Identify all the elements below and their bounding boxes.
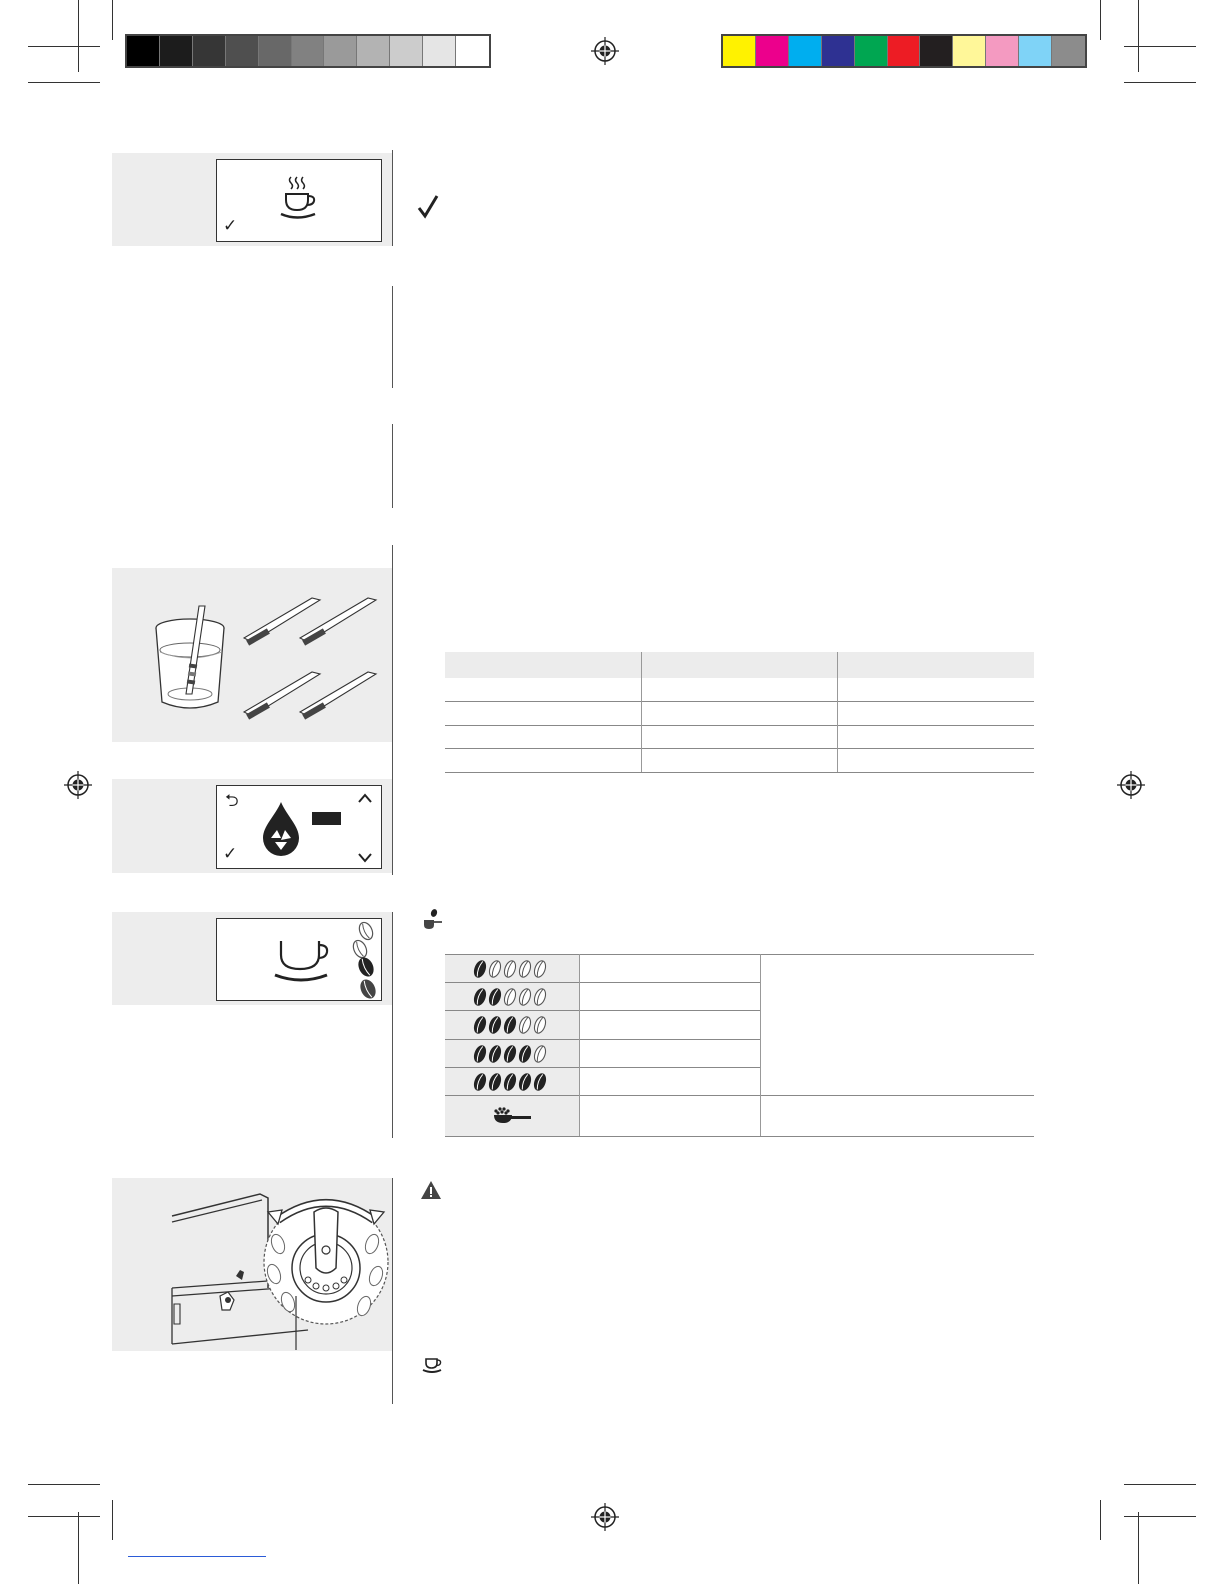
measuring-scoop-icon [492, 1104, 532, 1126]
display-panel-confirm [112, 153, 392, 246]
color-swatch [259, 36, 292, 66]
check-icon[interactable]: ✓ [223, 844, 238, 864]
color-swatch [390, 36, 423, 66]
aroma-level-beans-icon [472, 1044, 552, 1064]
back-arrow-icon[interactable]: ⮌ [225, 791, 239, 811]
table-row [445, 1095, 1034, 1096]
color-swatch [986, 36, 1019, 66]
table-column-divider [837, 652, 838, 772]
grinder-adjustment-illustration [168, 1184, 392, 1354]
display-screen [216, 785, 382, 869]
espresso-cup-icon [422, 1356, 444, 1374]
color-swatch [920, 36, 953, 66]
column-divider [392, 424, 393, 508]
table-row [445, 1136, 1034, 1137]
table-row [445, 1067, 760, 1068]
warning-triangle-icon [420, 1180, 442, 1200]
color-swatch [193, 36, 226, 66]
color-swatch [423, 36, 456, 66]
registration-mark-right [1117, 771, 1145, 799]
coffee-cup-icon [273, 937, 331, 983]
color-swatch [789, 36, 822, 66]
registration-mark-left [64, 771, 92, 799]
aroma-level-beans-icon [472, 1015, 552, 1035]
display-screen [216, 918, 382, 1001]
aroma-level-beans-icon [351, 921, 381, 1001]
check-icon[interactable]: ✓ [223, 216, 238, 236]
table-column-divider [641, 652, 642, 772]
table-row [445, 701, 1034, 702]
table-row [445, 954, 1034, 955]
column-divider [392, 545, 393, 875]
display-screen [216, 159, 382, 242]
color-swatch [1019, 36, 1052, 66]
hardness-test-panel [112, 568, 392, 742]
hardness-level-bar [312, 812, 341, 825]
chevron-up-icon[interactable] [357, 792, 373, 804]
color-swatch [953, 36, 986, 66]
registration-mark-top [591, 37, 619, 65]
table-row [445, 772, 1034, 773]
column-divider [392, 1178, 393, 1404]
column-divider [392, 286, 393, 388]
color-swatch [723, 36, 756, 66]
table-header-row [445, 652, 1034, 678]
column-divider [392, 150, 393, 246]
color-swatch [456, 36, 489, 66]
grayscale-strip [125, 34, 491, 68]
color-swatch [357, 36, 390, 66]
chevron-down-icon[interactable] [357, 852, 373, 864]
aroma-display-panel [112, 912, 392, 1005]
color-swatch [292, 36, 325, 66]
color-swatch [324, 36, 357, 66]
table-column-divider [579, 954, 580, 1136]
color-swatch [127, 36, 160, 66]
coffee-cup-steam-icon [279, 174, 319, 220]
color-swatch [160, 36, 193, 66]
table-column-divider [760, 954, 761, 1136]
aroma-level-beans-icon [472, 959, 552, 979]
color-swatch [888, 36, 921, 66]
color-swatch [226, 36, 259, 66]
check-icon [416, 194, 440, 220]
coffee-bean-icon [420, 908, 444, 932]
color-swatch [855, 36, 888, 66]
column-divider [392, 912, 393, 1138]
table-row [445, 1039, 760, 1040]
aroma-level-beans-icon [472, 1072, 552, 1092]
color-swatch [822, 36, 855, 66]
table-row [445, 1010, 760, 1011]
table-row [445, 748, 1034, 749]
color-swatch [756, 36, 789, 66]
test-strip-glass-illustration [152, 590, 392, 722]
water-drop-icon [261, 800, 301, 856]
process-color-strip [721, 34, 1087, 68]
hardness-display-panel [112, 779, 392, 873]
registration-mark-bottom [591, 1503, 619, 1531]
color-swatch [1052, 36, 1085, 66]
table-row [445, 725, 1034, 726]
grinder-adjust-panel [112, 1178, 392, 1351]
aroma-level-beans-icon [472, 987, 552, 1007]
table-row [445, 982, 760, 983]
